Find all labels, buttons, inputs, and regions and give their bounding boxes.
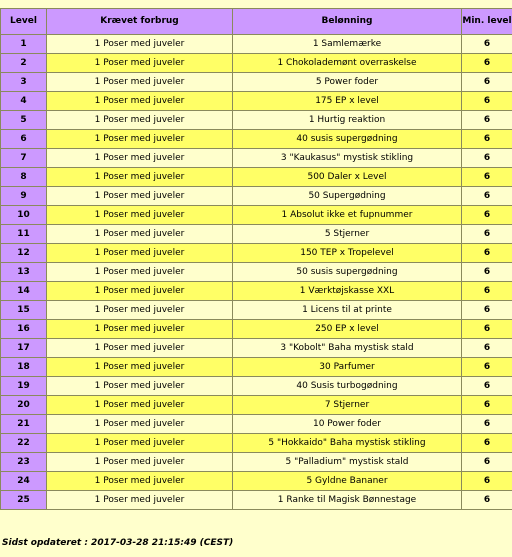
header-min-level: Min. level [462,9,512,35]
level-cell: 7 [1,149,47,168]
min-level-cell: 6 [462,206,512,225]
min-level-cell: 6 [462,377,512,396]
level-cell: 20 [1,396,47,415]
reward-cell: 500 Daler x Level [233,168,462,187]
min-level-cell: 6 [462,149,512,168]
level-cell: 4 [1,92,47,111]
reward-cell: 150 TEP x Tropelevel [233,244,462,263]
reward-cell: 1 Værktøjskasse XXL [233,282,462,301]
min-level-cell: 6 [462,54,512,73]
reward-cell: 5 Gyldne Bananer [233,472,462,491]
table-row [1,149,512,168]
table-body [1,35,512,510]
table-row [1,282,512,301]
requirement-cell: 1 Poser med juveler [47,396,233,415]
reward-cell: 1 Licens til at printe [233,301,462,320]
table-row [1,377,512,396]
reward-cell: 175 EP x level [233,92,462,111]
min-level-cell: 6 [462,339,512,358]
level-cell: 23 [1,453,47,472]
table-row [1,339,512,358]
table-row [1,35,512,54]
table-row [1,491,512,510]
level-cell: 22 [1,434,47,453]
level-cell: 5 [1,111,47,130]
level-cell: 13 [1,263,47,282]
table-row [1,358,512,377]
level-cell: 8 [1,168,47,187]
min-level-cell: 6 [462,73,512,92]
min-level-cell: 6 [462,225,512,244]
last-updated-text: Sidst opdateret : 2017-03-28 21:15:49 (CEST) [2,538,234,548]
reward-cell: 30 Parfumer [233,358,462,377]
level-cell: 24 [1,472,47,491]
requirement-cell: 1 Poser med juveler [47,282,233,301]
requirement-cell: 1 Poser med juveler [47,434,233,453]
level-cell: 25 [1,491,47,510]
min-level-cell: 6 [462,263,512,282]
table-row [1,244,512,263]
reward-cell: 50 susis supergødning [233,263,462,282]
reward-cell: 3 "Kaukasus" mystisk stikling [233,149,462,168]
reward-cell: 40 susis supergødning [233,130,462,149]
level-cell: 3 [1,73,47,92]
requirement-cell: 1 Poser med juveler [47,377,233,396]
level-cell: 11 [1,225,47,244]
requirement-cell: 1 Poser med juveler [47,320,233,339]
level-cell: 14 [1,282,47,301]
reward-cell: 5 Power foder [233,73,462,92]
reward-cell: 10 Power foder [233,415,462,434]
min-level-cell: 6 [462,301,512,320]
level-cell: 19 [1,377,47,396]
requirement-cell: 1 Poser med juveler [47,130,233,149]
min-level-cell: 6 [462,472,512,491]
min-level-cell: 6 [462,320,512,339]
requirement-cell: 1 Poser med juveler [47,244,233,263]
requirement-cell: 1 Poser med juveler [47,92,233,111]
table-row [1,301,512,320]
requirement-cell: 1 Poser med juveler [47,35,233,54]
table-row [1,54,512,73]
table-row [1,111,512,130]
table-row [1,415,512,434]
table-row [1,206,512,225]
requirement-cell: 1 Poser med juveler [47,491,233,510]
reward-cell: 5 Stjerner [233,225,462,244]
requirement-cell: 1 Poser med juveler [47,168,233,187]
table-row [1,92,512,111]
header-level: Level [1,9,47,35]
requirement-cell: 1 Poser med juveler [47,206,233,225]
min-level-cell: 6 [462,168,512,187]
reward-cell: 1 Chokolademønt overraskelse [233,54,462,73]
level-cell: 9 [1,187,47,206]
table-row [1,396,512,415]
min-level-cell: 6 [462,187,512,206]
reward-cell: 1 Ranke til Magisk Bønnestage [233,491,462,510]
min-level-cell: 6 [462,244,512,263]
min-level-cell: 6 [462,130,512,149]
reward-cell: 1 Hurtig reaktion [233,111,462,130]
level-cell: 16 [1,320,47,339]
reward-cell: 1 Absolut ikke et fupnummer [233,206,462,225]
requirement-cell: 1 Poser med juveler [47,339,233,358]
requirement-cell: 1 Poser med juveler [47,301,233,320]
reward-cell: 5 "Palladium" mystisk stald [233,453,462,472]
table-row [1,472,512,491]
min-level-cell: 6 [462,396,512,415]
table-row [1,320,512,339]
requirement-cell: 1 Poser med juveler [47,187,233,206]
table-row [1,453,512,472]
table-header-row [1,9,512,35]
table-row [1,263,512,282]
min-level-cell: 6 [462,358,512,377]
reward-cell: 7 Stjerner [233,396,462,415]
min-level-cell: 6 [462,434,512,453]
level-cell: 12 [1,244,47,263]
min-level-cell: 6 [462,282,512,301]
reward-cell: 50 Supergødning [233,187,462,206]
table-row [1,73,512,92]
reward-cell: 1 Samlemærke [233,35,462,54]
table-row [1,187,512,206]
min-level-cell: 6 [462,92,512,111]
header-reward: Belønning [233,9,462,35]
min-level-cell: 6 [462,111,512,130]
header-requirement: Krævet forbrug [47,9,233,35]
reward-cell: 3 "Kobolt" Baha mystisk stald [233,339,462,358]
level-cell: 1 [1,35,47,54]
requirement-cell: 1 Poser med juveler [47,263,233,282]
requirement-cell: 1 Poser med juveler [47,453,233,472]
reward-cell: 5 "Hokkaido" Baha mystisk stikling [233,434,462,453]
requirement-cell: 1 Poser med juveler [47,415,233,434]
reward-cell: 40 Susis turbogødning [233,377,462,396]
requirement-cell: 1 Poser med juveler [47,358,233,377]
table-row [1,168,512,187]
requirement-cell: 1 Poser med juveler [47,149,233,168]
min-level-cell: 6 [462,491,512,510]
level-cell: 21 [1,415,47,434]
reward-cell: 250 EP x level [233,320,462,339]
min-level-cell: 6 [462,453,512,472]
table-row [1,130,512,149]
level-cell: 17 [1,339,47,358]
min-level-cell: 6 [462,35,512,54]
level-cell: 10 [1,206,47,225]
level-cell: 2 [1,54,47,73]
min-level-cell: 6 [462,415,512,434]
table-row [1,225,512,244]
requirement-cell: 1 Poser med juveler [47,225,233,244]
requirement-cell: 1 Poser med juveler [47,472,233,491]
rewards-table [0,8,512,510]
requirement-cell: 1 Poser med juveler [47,54,233,73]
requirement-cell: 1 Poser med juveler [47,73,233,92]
level-cell: 6 [1,130,47,149]
requirement-cell: 1 Poser med juveler [47,111,233,130]
level-cell: 18 [1,358,47,377]
table-row [1,434,512,453]
level-cell: 15 [1,301,47,320]
